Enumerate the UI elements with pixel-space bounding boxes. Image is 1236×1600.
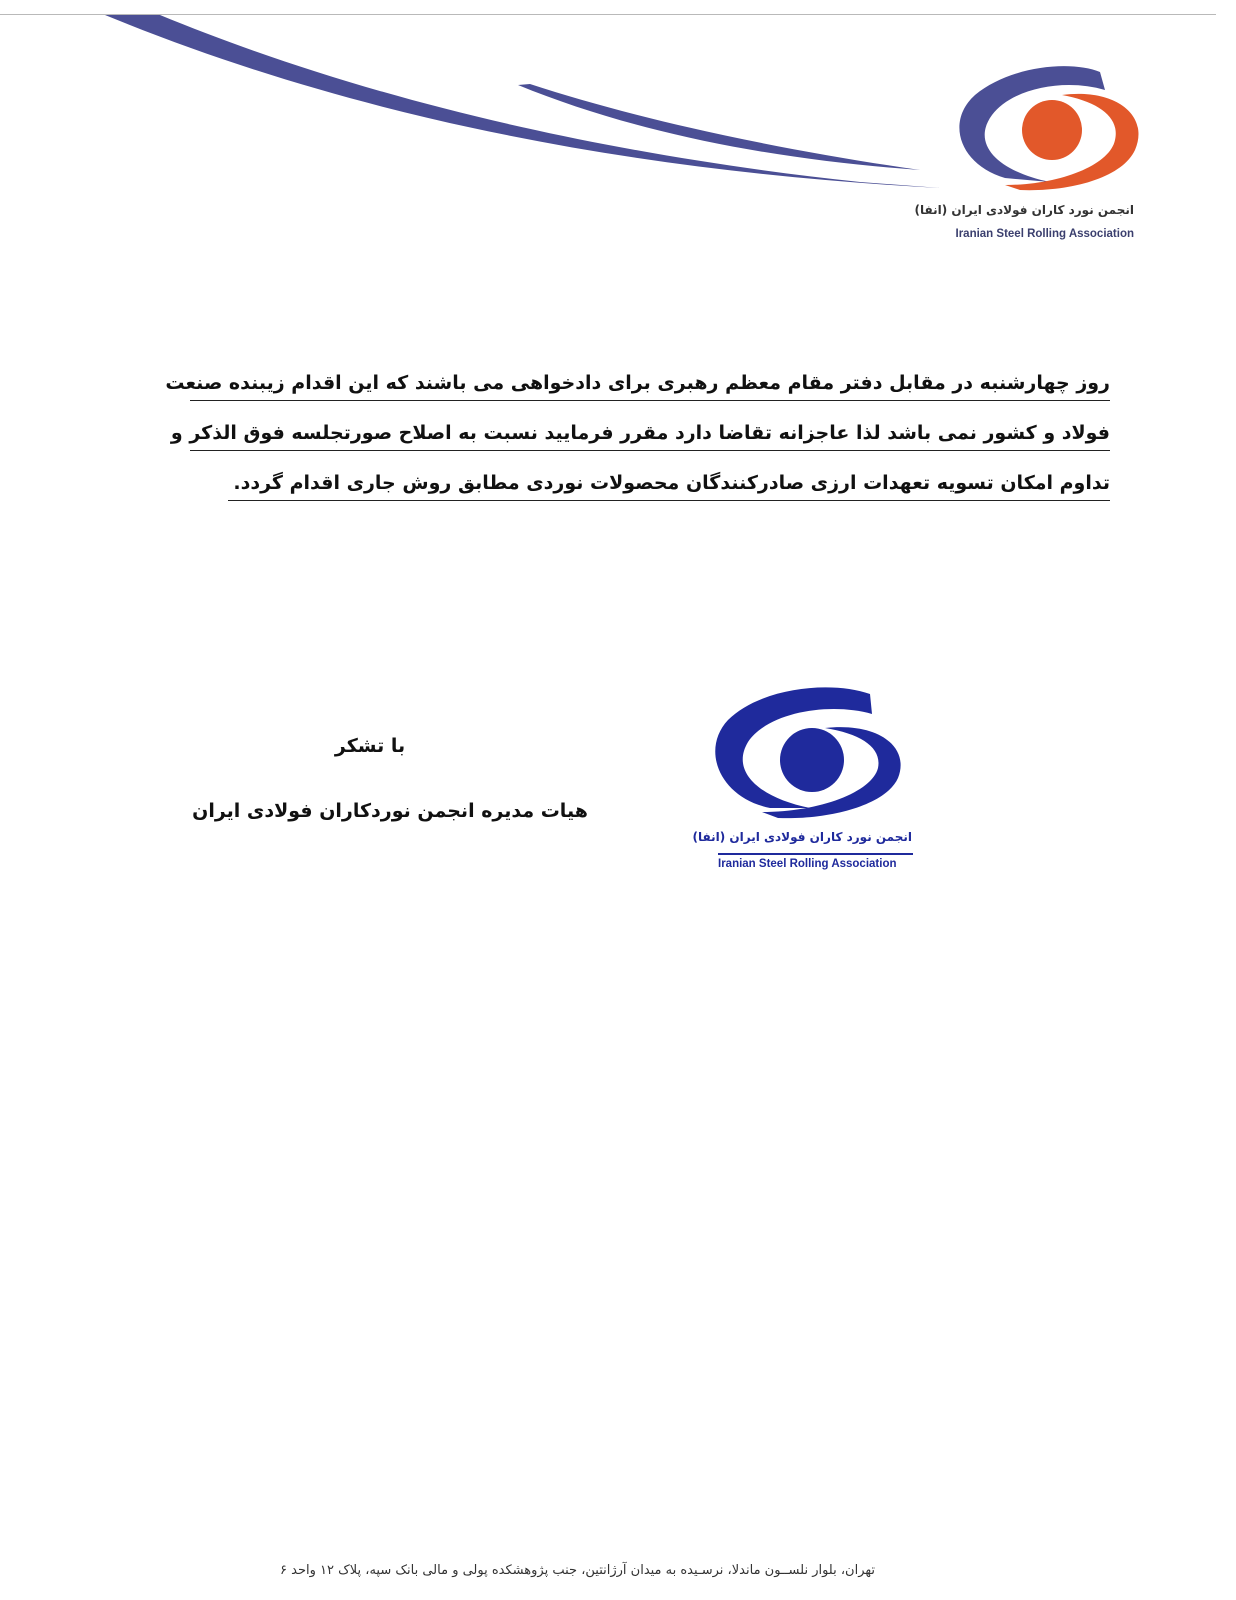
stamp-org-name-fa: انجمن نورد کاران فولادی ایران (انفا) <box>692 830 912 844</box>
header-logo <box>914 60 1150 250</box>
letter-body <box>165 370 1110 520</box>
official-stamp <box>692 680 930 880</box>
signatory: هیات مدیره انجمن نوردکاران فولادی ایران <box>192 800 588 822</box>
body-line-1: روز چهارشنبه در مقابل دفتر مقام معظم رهبری برای دادخواهی می باشند که این اقدام زیبنده صنعت <box>190 370 1110 401</box>
body-line-2: فولاد و کشور نمی باشد لذا عاجزانه تقاضا دارد مقرر فرمایید نسبت به اصلاح صورتجلسه فوق الذکر و <box>190 420 1110 451</box>
body-line-3: تداوم امکان تسویه تعهدات ارزی صادرکنندگان محصولات نوردی مطابق روش جاری اقدام گردد. <box>228 470 1110 501</box>
stamp-org-name-en: Iranian Steel Rolling Association <box>718 858 897 870</box>
stamp-divider <box>718 853 913 855</box>
header-org-name-fa: انجمن نورد کاران فولادی ایران (انفا) <box>914 203 1134 217</box>
footer-address: تهران، بلوار نلســون ماندلا، نرسـیده به میدان آرژانتین، جنب پژوهشکده پولی و مالی بانک سپه، پلاک ۱۲ واحد ۶ <box>280 1563 875 1578</box>
stamp-emblem-icon <box>700 680 930 830</box>
association-emblem-icon <box>950 60 1150 200</box>
closing-thanks: با تشکر <box>334 735 406 757</box>
header-org-name-en: Iranian Steel Rolling Association <box>955 228 1134 240</box>
